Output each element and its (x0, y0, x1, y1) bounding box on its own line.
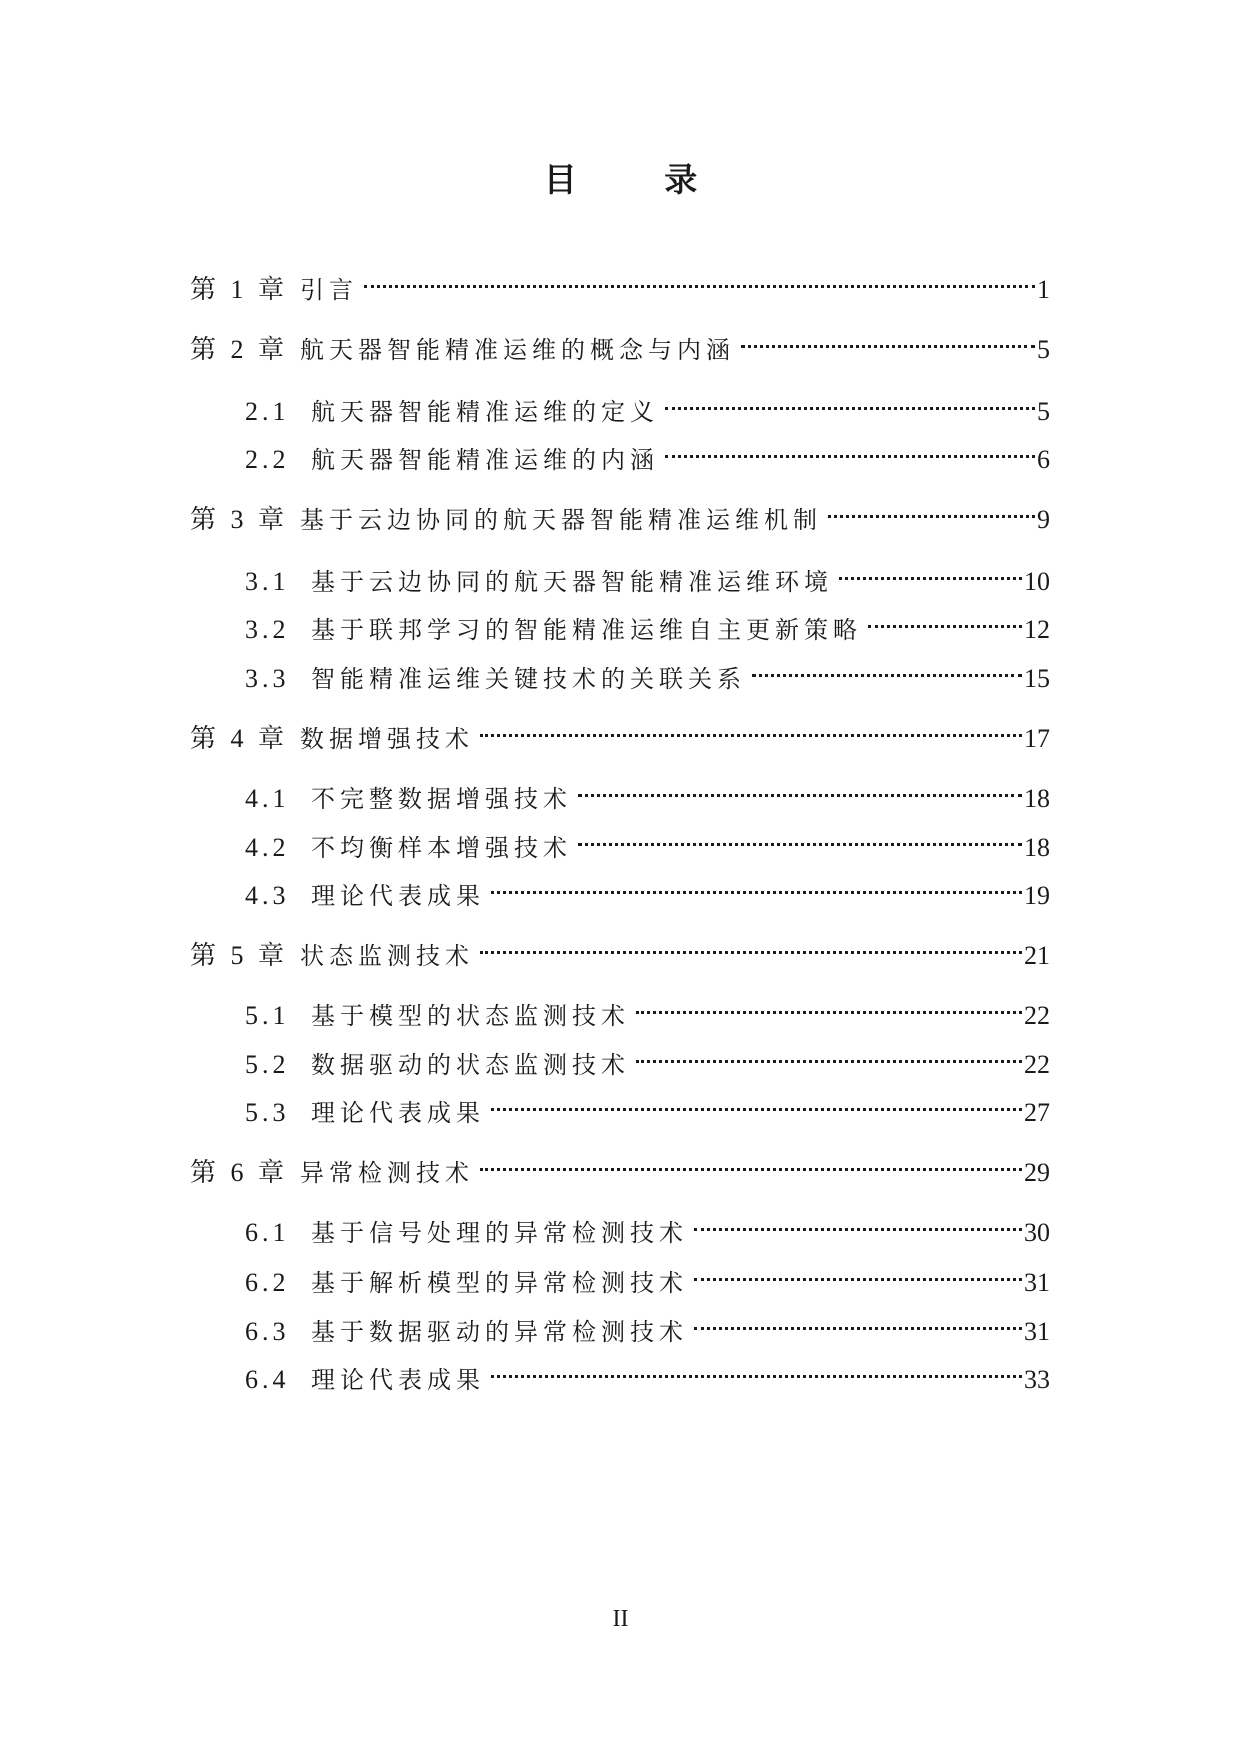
toc-entry-title: 数据驱动的状态监测技术 (311, 1051, 630, 1079)
toc-dot-leader (752, 647, 1022, 687)
toc-entry-page: 6 (1037, 445, 1050, 474)
toc-dot-leader (839, 550, 1022, 590)
toc-dot-leader (364, 258, 1035, 298)
toc-entry-number: 2.1 (245, 397, 290, 426)
toc-dot-leader (578, 767, 1022, 807)
toc-entry-number: 6.1 (245, 1218, 290, 1247)
toc-dot-leader (480, 1141, 1022, 1181)
toc-dot-leader (578, 816, 1022, 856)
toc-section-entry[interactable] (245, 1348, 1050, 1394)
toc-section-entry[interactable] (245, 1081, 1050, 1127)
toc-entry-title: 异常检测技术 (300, 1159, 474, 1187)
toc-entry-title: 理论代表成果 (311, 882, 485, 910)
toc-chapter-entry[interactable] (190, 488, 1050, 534)
toc-entry-title: 航天器智能精准运维的内涵 (311, 446, 659, 474)
toc-entry-number: 第 4 章 (190, 724, 289, 753)
toc-entry-title: 航天器智能精准运维的定义 (311, 398, 659, 426)
toc-entry-page: 17 (1024, 724, 1050, 753)
toc-entry-title: 基于解析模型的异常检测技术 (311, 1269, 688, 1297)
toc-entry-title: 基于信号处理的异常检测技术 (311, 1219, 688, 1247)
toc-dot-leader (636, 1033, 1022, 1073)
toc-entry-page: 5 (1037, 397, 1050, 426)
toc-entry-number: 6.4 (245, 1365, 290, 1394)
toc-entry-page: 30 (1024, 1218, 1050, 1247)
toc-section-entry[interactable] (245, 864, 1050, 910)
toc-chapter-entry[interactable] (190, 707, 1050, 753)
toc-section-entry[interactable] (245, 816, 1050, 862)
toc-entry-title: 航天器智能精准运维的概念与内涵 (300, 336, 735, 364)
toc-entry-number: 5.1 (245, 1001, 290, 1030)
toc-entry-number: 第 2 章 (190, 335, 289, 364)
toc-dot-leader (694, 1300, 1022, 1340)
toc-entry-number: 2.2 (245, 445, 290, 474)
toc-dot-leader (491, 864, 1022, 904)
toc-entry-number: 3.1 (245, 567, 290, 596)
toc-section-entry[interactable] (245, 1300, 1050, 1346)
toc-section-entry[interactable] (245, 984, 1050, 1030)
toc-entry-title: 不均衡样本增强技术 (311, 834, 572, 862)
toc-entry-number: 3.2 (245, 615, 290, 644)
toc-section-entry[interactable] (245, 1201, 1050, 1247)
toc-entry-page: 1 (1037, 275, 1050, 304)
toc-dot-leader (491, 1348, 1022, 1388)
toc-section-entry[interactable] (245, 428, 1050, 474)
toc-entry-page: 9 (1037, 505, 1050, 534)
toc-dot-leader (868, 598, 1022, 638)
toc-entry-page: 22 (1024, 1001, 1050, 1030)
toc-entry-page: 21 (1024, 941, 1050, 970)
toc-entry-title: 不完整数据增强技术 (311, 785, 572, 813)
toc-entry-page: 19 (1024, 881, 1050, 910)
toc-entry-title: 状态监测技术 (300, 942, 474, 970)
toc-entry-number: 5.2 (245, 1050, 290, 1079)
toc-entry-page: 18 (1024, 833, 1050, 862)
toc-section-entry[interactable] (245, 550, 1050, 596)
toc-entry-number: 6.2 (245, 1268, 290, 1297)
toc-entry-title: 理论代表成果 (311, 1366, 485, 1394)
toc-entry-number: 6.3 (245, 1317, 290, 1346)
toc-chapter-entry[interactable] (190, 924, 1050, 970)
toc-entry-page: 10 (1024, 567, 1050, 596)
toc-entry-number: 第 1 章 (190, 275, 289, 304)
toc-entry-page: 33 (1024, 1365, 1050, 1394)
page-title: 目 录 (543, 160, 736, 199)
toc-entry-number: 4.1 (245, 784, 290, 813)
toc-entry-number: 4.2 (245, 833, 290, 862)
toc-dot-leader (636, 984, 1022, 1024)
toc-entry-page: 27 (1024, 1098, 1050, 1127)
toc-dot-leader (491, 1081, 1022, 1121)
toc-section-entry[interactable] (245, 1033, 1050, 1079)
toc-section-entry[interactable] (245, 380, 1050, 426)
toc-entry-page: 31 (1024, 1268, 1050, 1297)
toc-entry-page: 29 (1024, 1158, 1050, 1187)
toc-entry-number: 第 3 章 (190, 505, 289, 534)
page-number: II (612, 1606, 629, 1632)
toc-dot-leader (480, 924, 1022, 964)
toc-entry-title: 基于云边协同的航天器智能精准运维机制 (300, 506, 822, 534)
toc-entry-page: 12 (1024, 615, 1050, 644)
toc-entry-page: 31 (1024, 1317, 1050, 1346)
toc-chapter-entry[interactable] (190, 318, 1050, 364)
toc-dot-leader (665, 380, 1035, 420)
toc-entry-number: 5.3 (245, 1098, 290, 1127)
toc-entry-number: 第 6 章 (190, 1158, 289, 1187)
toc-dot-leader (480, 707, 1022, 747)
toc-entry-page: 18 (1024, 784, 1050, 813)
toc-entry-number: 3.3 (245, 664, 290, 693)
toc-section-entry[interactable] (245, 767, 1050, 813)
toc-dot-leader (665, 428, 1035, 468)
toc-section-entry[interactable] (245, 1251, 1050, 1297)
toc-section-entry[interactable] (245, 647, 1050, 693)
toc-entry-title: 基于云边协同的航天器智能精准运维环境 (311, 568, 833, 596)
toc-entry-number: 第 5 章 (190, 941, 289, 970)
toc-entry-page: 15 (1024, 664, 1050, 693)
toc-chapter-entry[interactable] (190, 258, 1050, 304)
toc-entry-page: 22 (1024, 1050, 1050, 1079)
toc-entry-title: 基于模型的状态监测技术 (311, 1002, 630, 1030)
toc-entry-title: 引言 (300, 276, 358, 304)
toc-dot-leader (828, 488, 1035, 528)
toc-entry-title: 智能精准运维关键技术的关联关系 (311, 665, 746, 693)
toc-entry-page: 5 (1037, 335, 1050, 364)
toc-dot-leader (694, 1201, 1022, 1241)
toc-entry-title: 数据增强技术 (300, 725, 474, 753)
toc-chapter-entry[interactable] (190, 1141, 1050, 1187)
toc-dot-leader (694, 1251, 1022, 1291)
toc-entry-title: 基于联邦学习的智能精准运维自主更新策略 (311, 616, 862, 644)
toc-entry-number: 4.3 (245, 881, 290, 910)
toc-entry-title: 理论代表成果 (311, 1099, 485, 1127)
toc-entry-title: 基于数据驱动的异常检测技术 (311, 1318, 688, 1346)
toc-dot-leader (741, 318, 1035, 358)
toc-section-entry[interactable] (245, 598, 1050, 644)
